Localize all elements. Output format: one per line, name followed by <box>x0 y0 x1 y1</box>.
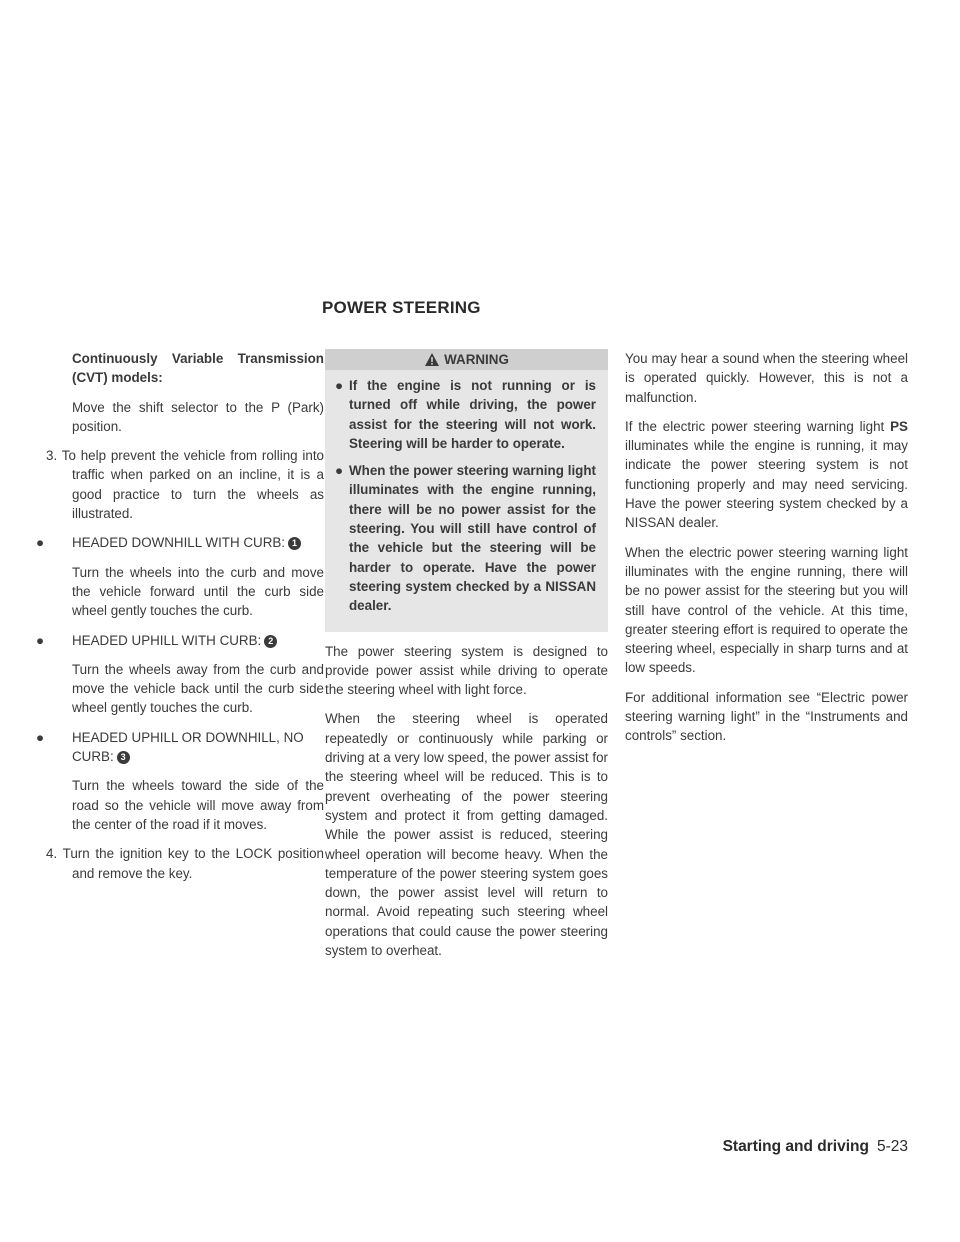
warning-box <box>325 349 608 632</box>
ps-symbol: PS <box>890 418 908 434</box>
ps-paragraph <box>625 417 908 533</box>
column-2 <box>325 349 608 970</box>
bullet-dot-icon: ● <box>335 378 344 393</box>
warning-title: WARNING <box>444 352 509 367</box>
warning-item <box>325 376 608 453</box>
bullet-label: HEADED UPHILL WITH CURB: <box>72 632 262 648</box>
body-paragraph: The power steering system is designed to provide power assist while driving to operate the steering wheel with light force. <box>325 643 608 698</box>
bullet-text: Turn the wheels into the curb and move the vehicle forward until the curb side wheel gently touches the curb. <box>72 564 324 619</box>
footer-section: Starting and driving <box>722 1138 869 1155</box>
list-number: 3. <box>46 448 58 464</box>
cvt-paragraph: Move the shift selector to the P (Park) position. <box>72 399 324 434</box>
ps-text-post: illuminates while the engine is running, it may indicate the power steering system is not functioning properly and may need servicing. Have the power steering system checked by a NISSAN dealer. <box>625 438 908 531</box>
bullet-label: HEADED UPHILL OR DOWNHILL, NO CURB: <box>72 729 304 765</box>
column-1 <box>36 349 324 893</box>
warning-item <box>325 461 608 615</box>
page-title: POWER STEERING <box>322 298 481 317</box>
list-item-3 <box>36 446 324 523</box>
body-paragraph: When the electric power steering warning light illuminates with the engine running, there will be no power assist for the steering but you will still have control of the vehicle. At this time, greater steering effort is required to operate the steering wheel, especially in sharp turns and at low speeds. <box>625 544 908 676</box>
callout-number-icon: 3 <box>117 751 130 764</box>
warning-triangle-icon <box>424 352 440 367</box>
bullet-label: HEADED DOWNHILL WITH CURB: <box>72 535 286 551</box>
body-paragraph: When the steering wheel is operated repeatedly or continuously while parking or driving at a very low speed, the power assist for the steering wheel will be reduced. This is to prevent overheating of the power steering system and protect it from getting damaged. While the power assist is reduced, steering wheel operation will become heavy. When the temperature of the power steering system goes down, the power assist level will return to normal. Avoid repeating such steering wheel operations that could cause the power steering system to overheat. <box>325 711 608 959</box>
list-text: To help prevent the vehicle from rolling into traffic when parked on an incline, it is a good practice to turn the wheels as illustrated. <box>61 448 324 522</box>
bullet-uphill-curb <box>36 631 324 650</box>
warning-item-text: If the engine is not running or is turned off while driving, the power assist for the steering will not work. Steering will be harder to operate. <box>349 378 596 451</box>
bullet-downhill-curb <box>36 533 324 552</box>
bullet-dot-icon: ● <box>335 463 344 479</box>
bullet-dot-icon: ● <box>36 535 45 551</box>
bullet-no-curb <box>36 728 324 767</box>
list-text: Turn the ignition key to the LOCK position and remove the key. <box>62 846 324 881</box>
body-paragraph: You may hear a sound when the steering wheel is operated quickly. However, this is not a malfunction. <box>625 351 908 405</box>
column-3 <box>625 349 908 756</box>
cvt-subheading: Continuously Variable Transmission (CVT) models: <box>72 351 324 386</box>
warning-item-text: When the power steering warning light illuminates with the engine running, there will be no power assist for the steering. You will still have control of the vehicle but the steering will be harder to operate. Have the power steering system checked by a NISSAN dealer. <box>349 463 596 614</box>
page-number: 5-23 <box>876 1138 908 1155</box>
body-paragraph: For additional information see “Electric power steering warning light” in the “Instruments and controls” section. <box>625 689 908 744</box>
bullet-dot-icon: ● <box>36 632 45 648</box>
callout-number-icon: 2 <box>264 635 277 648</box>
callout-number-icon: 1 <box>288 537 301 550</box>
page-footer <box>723 1137 908 1156</box>
ps-text-pre: If the electric power steering warning light <box>625 418 885 434</box>
bullet-text: Turn the wheels toward the side of the road so the vehicle will move away from the center of the road if it moves. <box>72 778 324 832</box>
list-number: 4. <box>46 846 58 862</box>
bullet-text: Turn the wheels away from the curb and move the vehicle back until the curb side wheel gently touches the curb. <box>72 661 324 716</box>
warning-header <box>325 349 608 370</box>
bullet-dot-icon: ● <box>36 729 45 745</box>
list-item-4 <box>36 844 324 883</box>
